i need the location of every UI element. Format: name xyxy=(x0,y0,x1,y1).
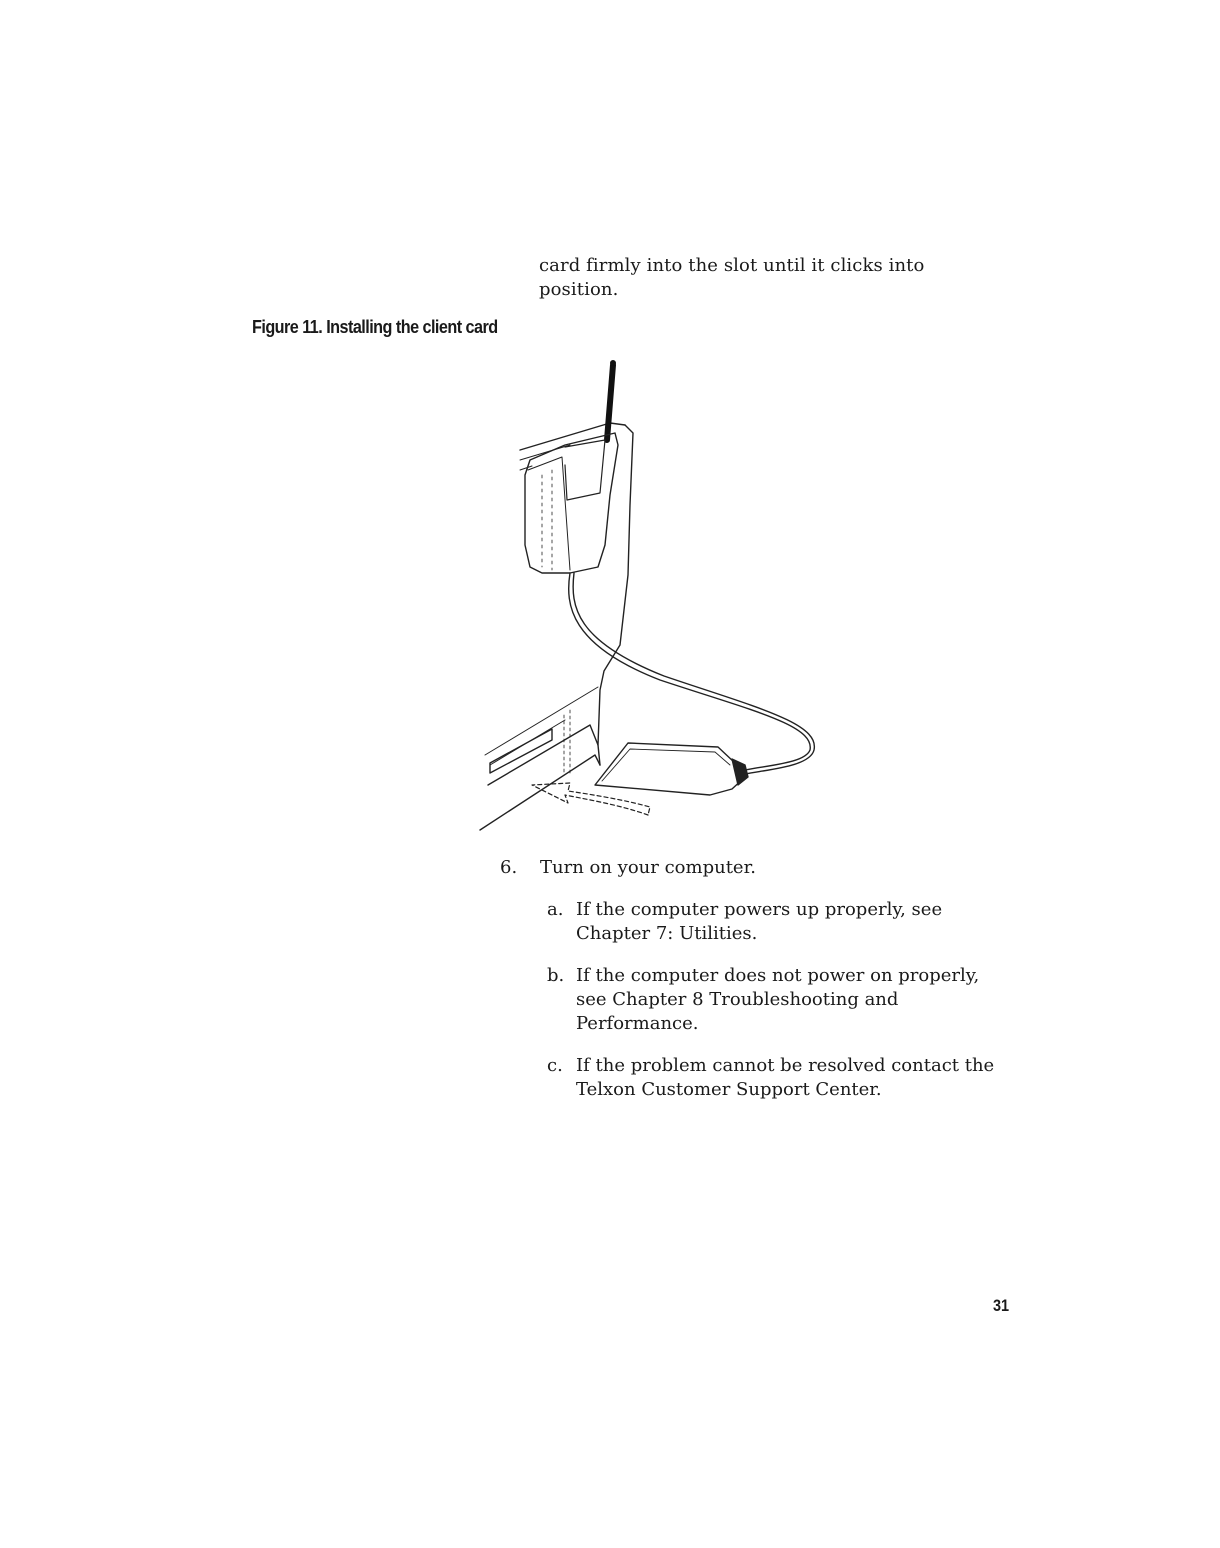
laptop-screen-edge xyxy=(598,425,633,765)
pc-card-connector xyxy=(732,759,748,785)
antenna-module-face xyxy=(528,457,570,570)
step-item xyxy=(500,856,1000,880)
substep-item xyxy=(547,898,996,946)
client-card-installation-illustration xyxy=(470,345,830,845)
substep-line: If the problem cannot be resolved contact the xyxy=(576,1055,995,1076)
substep-line: Telxon Customer Support Center. xyxy=(576,1079,882,1100)
step-number: 6. xyxy=(500,857,518,878)
step-text: Turn on your computer. xyxy=(540,857,756,878)
substep-letter: a. xyxy=(547,899,564,920)
page-number: 31 xyxy=(993,1296,1010,1315)
step-list xyxy=(500,856,1000,1120)
substep-letter: b. xyxy=(547,965,565,986)
continuation-line: card firmly into the slot until it clicks into xyxy=(539,255,925,276)
laptop-base xyxy=(480,755,600,830)
substep-line: If the computer powers up properly, see xyxy=(576,899,943,920)
substep-item xyxy=(547,1054,996,1102)
antenna-icon xyxy=(607,365,613,440)
continuation-line: position. xyxy=(539,279,619,300)
figure-caption: Figure 11. Installing the client card xyxy=(252,317,498,337)
continuation-paragraph xyxy=(539,254,979,302)
substep-list xyxy=(500,898,1000,1102)
substep-item xyxy=(547,964,996,1036)
antenna-cable xyxy=(569,573,811,770)
substep-letter: c. xyxy=(547,1055,563,1076)
antenna-tip xyxy=(610,360,616,366)
substep-line: Chapter 7: Utilities. xyxy=(576,923,758,944)
substep-line: see Chapter 8 Troubleshooting and xyxy=(576,989,899,1010)
antenna-module-clip xyxy=(565,440,605,500)
substep-line: Performance. xyxy=(576,1013,699,1034)
substep-line: If the computer does not power on properly, xyxy=(576,965,980,986)
